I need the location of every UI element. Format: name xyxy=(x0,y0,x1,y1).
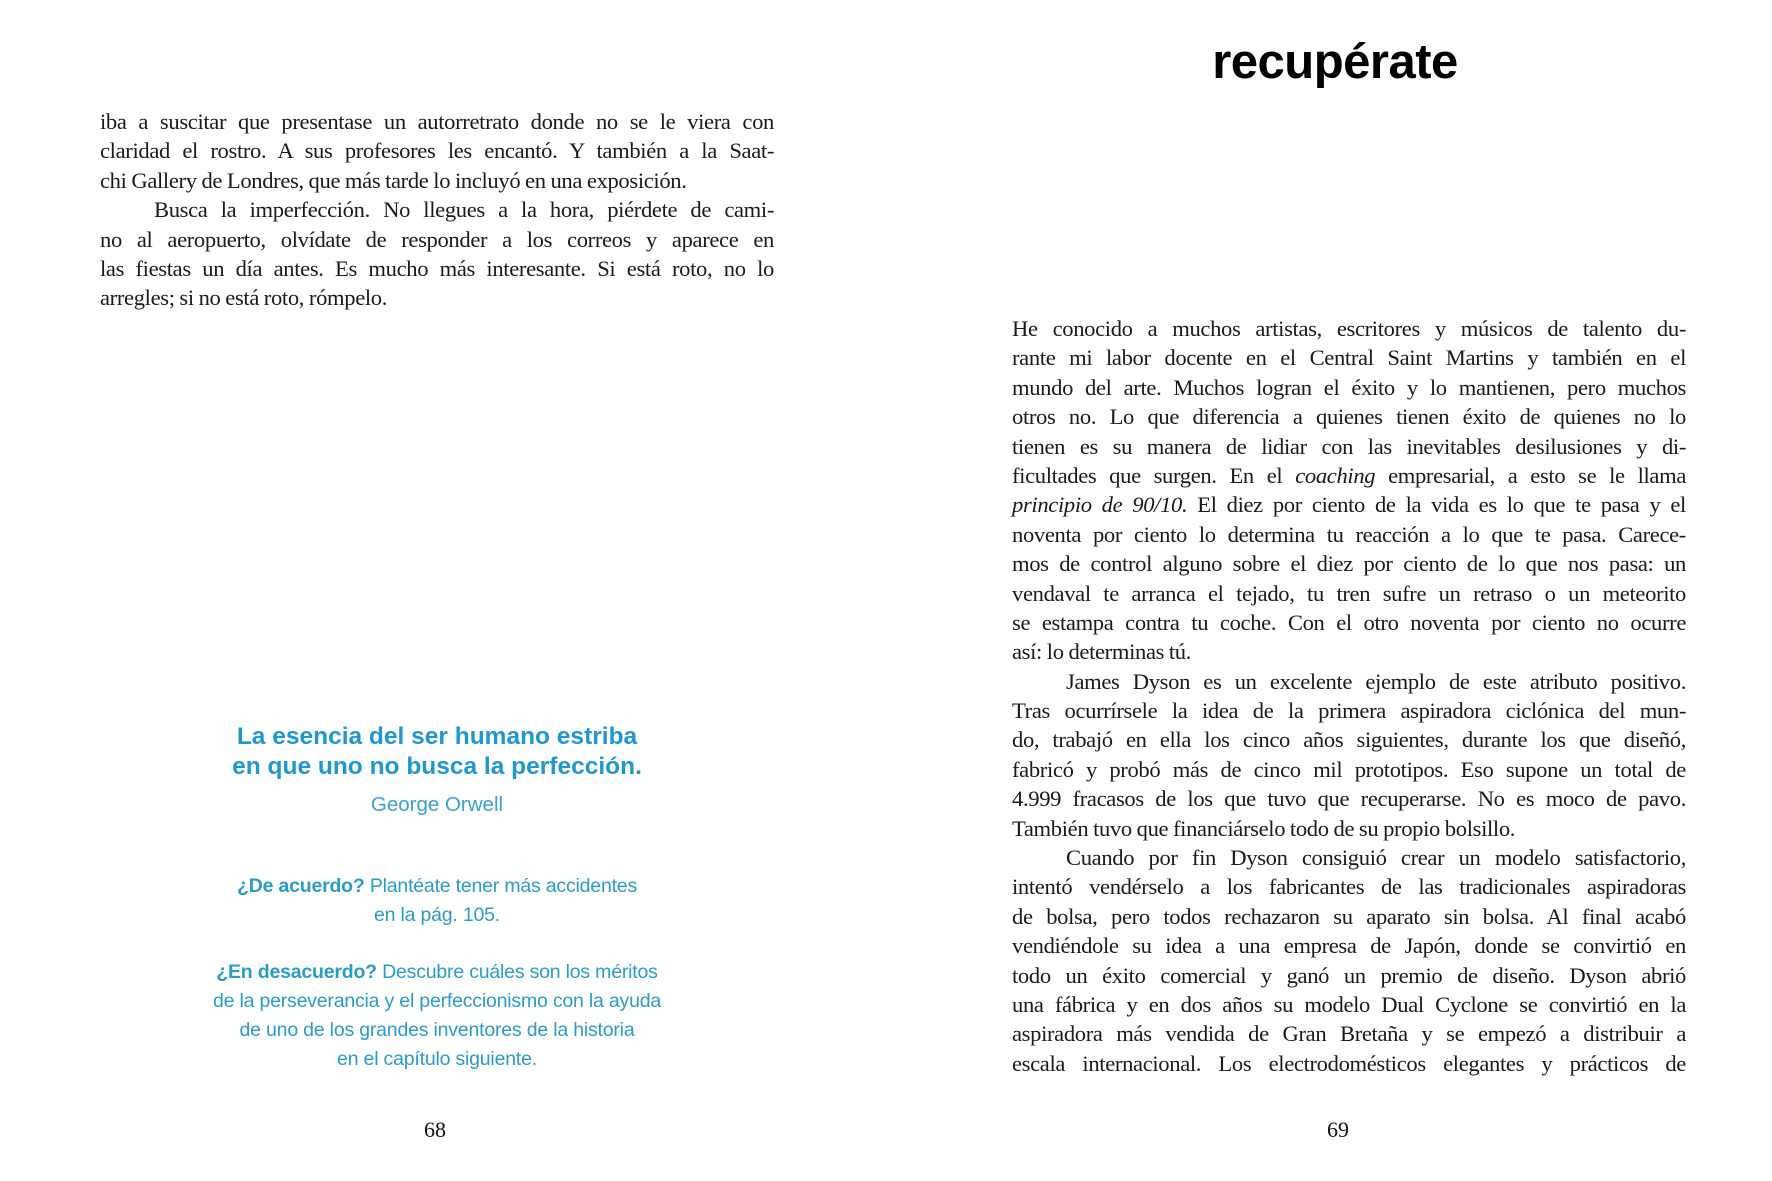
text-line xyxy=(1012,490,1686,519)
text-line: He conocido a muchos artistas, escritores y músicos de talento du- xyxy=(1012,316,1686,341)
disagree-lead: ¿En desacuerdo? xyxy=(216,961,377,983)
agree-text: Plantéate tener más accidentes xyxy=(364,875,638,897)
quote-line: en que uno no busca la perfección. xyxy=(232,753,642,780)
text-line: no al aeropuerto, olvídate de responder a los correos y aparece en xyxy=(100,226,774,252)
text-line: mundo del arte. Muchos logran el éxito y lo mantienen, pero muchos xyxy=(1012,374,1686,400)
agree-page-link[interactable]: en la pág. 105. xyxy=(373,904,501,926)
quote-author: George Orwell xyxy=(370,793,504,816)
text-line: arregles; si no está roto, rómpelo. xyxy=(100,285,388,311)
text-line: chi Gallery de Londres, que más tarde lo incluyó en una exposición. xyxy=(100,167,687,193)
disagree-line-1 xyxy=(137,958,737,987)
text-segment: ficultades que surgen. En el xyxy=(1012,462,1296,488)
text-line: vendiéndole su idea a una empresa de Japón, donde se convirtió en xyxy=(1012,933,1686,959)
agree-line-1 xyxy=(137,872,737,901)
text-line: así: lo determinas tú. xyxy=(1012,639,1192,665)
text-line: otros no. Lo que diferencia a quienes tienen éxito de quienes no lo xyxy=(1012,404,1686,430)
disagree-text: Descubre cuáles son los méritos xyxy=(376,961,658,983)
text-line: las fiestas un día antes. Es mucho más interesante. Si está roto, no lo xyxy=(100,255,774,281)
disagree-line-4: en el capítulo siguiente. xyxy=(337,1048,537,1070)
cross-reference-disagree xyxy=(137,958,737,1074)
text-line: James Dyson es un excelente ejemplo de este atributo positivo. xyxy=(1066,668,1686,694)
italic-term-coaching: coaching xyxy=(1295,462,1376,488)
text-line: iba a suscitar que presentase un autorretrato donde no se le viera con xyxy=(100,109,774,134)
right-page-body xyxy=(1012,314,1686,1078)
text-line: Busca la imperfección. No llegues a la hora, piérdete de cami- xyxy=(154,197,774,223)
text-line: do, trabajó en ella los cinco años siguientes, durante los que diseñó, xyxy=(1012,727,1686,753)
text-segment: El diez por ciento de la vida es lo que te pasa y el xyxy=(1187,492,1686,518)
quote-text xyxy=(137,722,737,782)
disagree-line-2: de la perseverancia y el perfeccionismo con la ayuda xyxy=(212,990,662,1012)
text-segment: empresarial, a esto se le llama xyxy=(1375,462,1687,488)
text-line: de bolsa, pero todos rechazaron su aparato sin bolsa. Al final acabó xyxy=(1012,903,1686,929)
page-number-left: 68 xyxy=(424,1117,446,1142)
text-line: tienen es su manera de lidiar con las inevitables desilusiones y di- xyxy=(1012,433,1686,459)
text-line: vendaval te arranca el tejado, tu tren sufre un retraso o un meteorito xyxy=(1012,580,1686,606)
text-line: claridad el rostro. A sus profesores les encantó. Y también a la Saat- xyxy=(100,138,774,164)
page-number-right: 69 xyxy=(1327,1117,1349,1142)
text-line: Cuando por fin Dyson consiguió crear un modelo satisfactorio, xyxy=(1066,845,1686,871)
text-line: se estampa contra tu coche. Con el otro noventa por ciento no ocurre xyxy=(1012,609,1686,635)
pull-quote xyxy=(137,722,737,818)
text-line: noventa por ciento lo determina tu reacción a lo que te pasa. Carece- xyxy=(1012,521,1686,547)
text-line: todo un éxito comercial y ganó un premio de diseño. Dyson abrió xyxy=(1012,962,1686,988)
agree-lead: ¿De acuerdo? xyxy=(236,875,365,897)
text-line: mos de control alguno sobre el diez por ciento de lo que nos pasa: un xyxy=(1012,551,1686,577)
text-line: Tras ocurrírsele la idea de la primera aspiradora ciclónica del mun- xyxy=(1012,698,1686,724)
quote-line: La esencia del ser humano estriba xyxy=(236,723,638,750)
text-line: intentó vendérselo a los fabricantes de las tradicionales aspiradoras xyxy=(1012,874,1686,900)
text-line: una fábrica y en dos años su modelo Dual Cyclone se convirtió en la xyxy=(1012,991,1686,1017)
right-page xyxy=(886,0,1772,1181)
text-line: escala internacional. Los electrodomésticos elegantes y prácticos de xyxy=(1012,1050,1686,1076)
text-line: fabricó y probó más de cinco mil prototipos. Eso supone un total de xyxy=(1012,756,1686,782)
chapter-title: recupérate xyxy=(1212,35,1458,89)
text-line: 4.999 fracasos de los que tuvo que recuperarse. No es moco de pavo. xyxy=(1012,786,1686,812)
text-line: aspiradora más vendida de Gran Bretaña y se empezó a distribuir a xyxy=(1012,1021,1686,1047)
text-line: rante mi labor docente en el Central Saint Martins y también en el xyxy=(1012,345,1686,371)
italic-term-principle: principio de 90/10. xyxy=(1012,492,1188,518)
text-line xyxy=(1012,461,1686,490)
cross-reference-agree xyxy=(137,872,737,930)
text-line: También tuvo que financiárselo todo de su propio bolsillo. xyxy=(1012,815,1516,841)
disagree-line-3: de uno de los grandes inventores de la historia xyxy=(239,1019,635,1041)
left-page-body xyxy=(100,107,774,313)
